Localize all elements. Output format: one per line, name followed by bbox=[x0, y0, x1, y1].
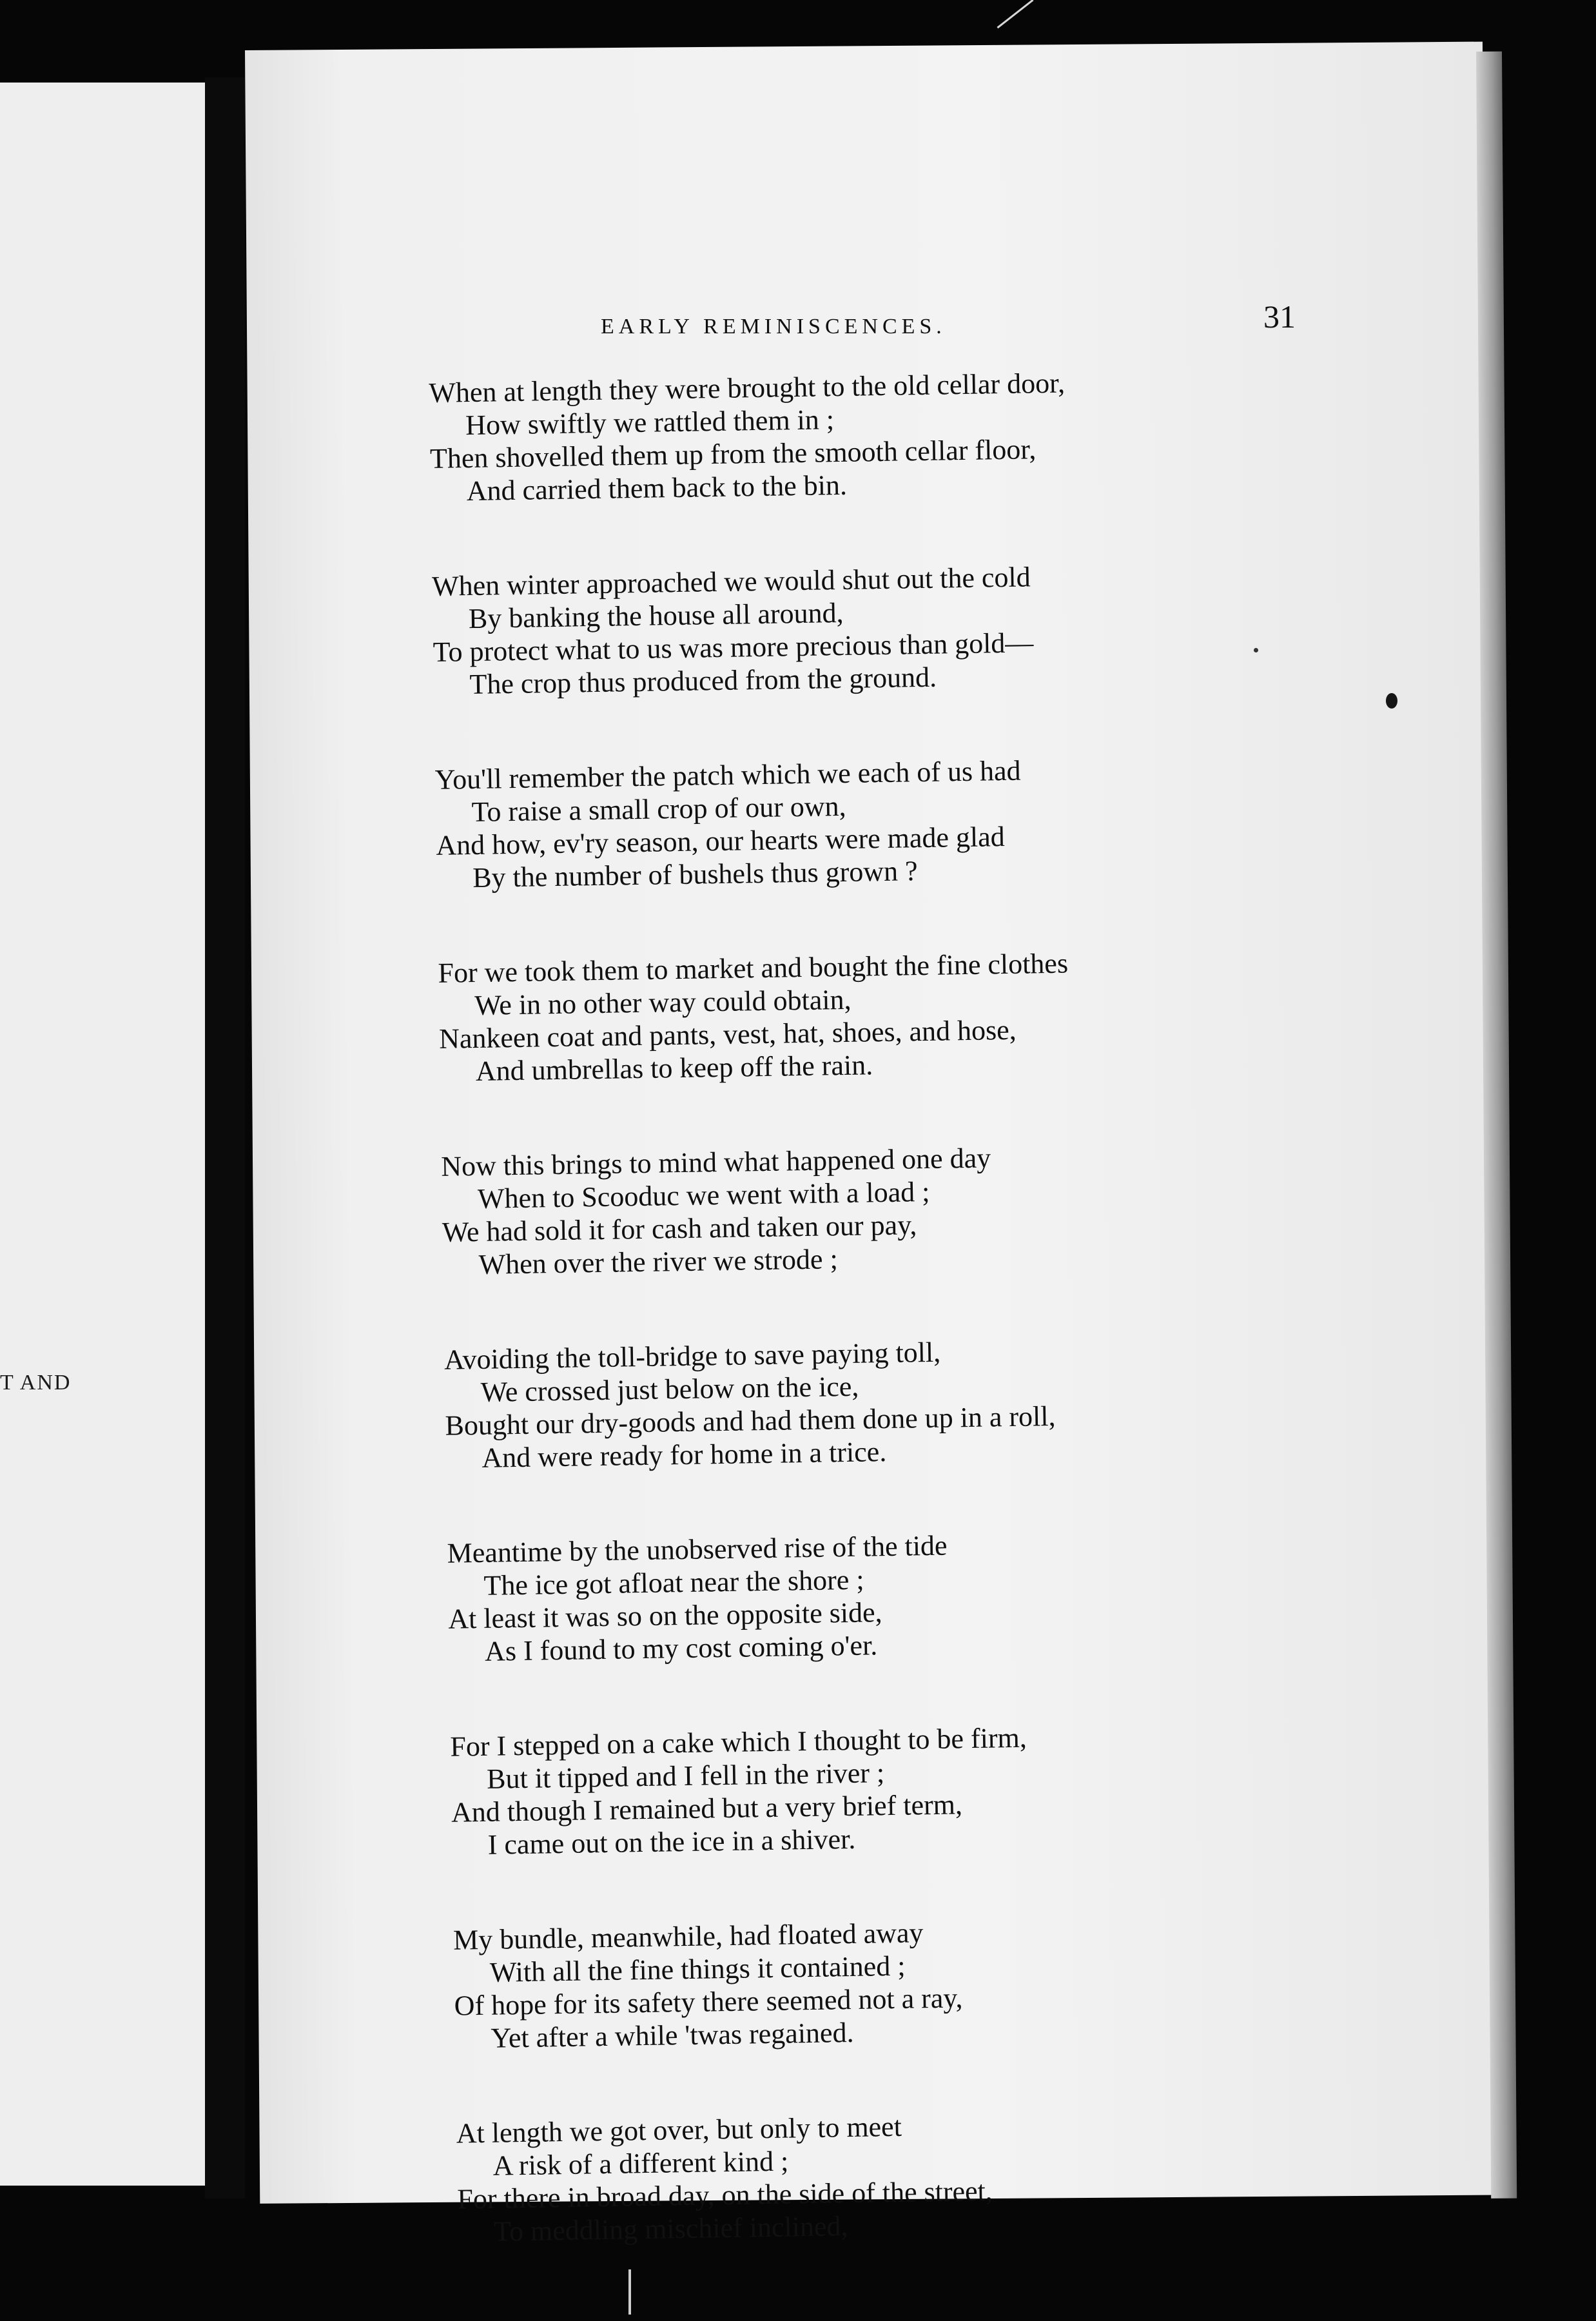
left-page-text-fragment: T AND bbox=[0, 1371, 72, 1395]
stanza bbox=[453, 1908, 1486, 2055]
poem-line: A risk of a different kind ; bbox=[492, 2145, 789, 2182]
poem-line: My bundle, meanwhile, had floated away bbox=[453, 1917, 924, 1956]
poem-line: At least it was so on the opposite side, bbox=[447, 1596, 882, 1635]
stanza bbox=[441, 1134, 1474, 1282]
poem-line: We had sold it for cash and taken our pay, bbox=[442, 1209, 917, 1248]
poem-line: We in no other way could obtain, bbox=[474, 983, 852, 1021]
poem-line: And carried them back to the bin. bbox=[466, 469, 848, 507]
poem-line: And were ready for home in a trice. bbox=[481, 1436, 887, 1474]
poem-line: Then shovelled them up from the smooth cellar floor, bbox=[429, 433, 1036, 475]
poem-line: When over the river we strode ; bbox=[478, 1243, 839, 1280]
stanza bbox=[444, 1327, 1477, 1475]
poem-line: To raise a small crop of our own, bbox=[471, 790, 846, 828]
poem-line: You'll remember the patch which we each of us had bbox=[434, 754, 1021, 796]
poem-line: As I found to my cost coming o'er. bbox=[484, 1629, 878, 1667]
stanza bbox=[434, 747, 1468, 895]
poem-line: When to Scooduc we went with a load ; bbox=[477, 1175, 930, 1215]
poem-line: I came out on the ice in a shiver. bbox=[487, 1823, 856, 1861]
book-gutter bbox=[205, 77, 245, 2199]
stanza bbox=[456, 2101, 1489, 2249]
poem-line: The crop thus produced from the ground. bbox=[469, 661, 937, 701]
poem-line: To protect what to us was more precious than gold— bbox=[433, 627, 1034, 668]
page-number: 31 bbox=[1263, 299, 1296, 335]
scratch-mark bbox=[628, 2269, 631, 2315]
poem-line: At length we got over, but only to meet bbox=[456, 2110, 902, 2150]
poem-line: For I stepped on a cake which I thought to be firm, bbox=[450, 1721, 1027, 1763]
poem-line: By banking the house all around, bbox=[468, 596, 844, 635]
ink-speck bbox=[1386, 693, 1397, 709]
poem-line: Nankeen coat and pants, vest, hat, shoes, and hose, bbox=[438, 1014, 1017, 1055]
poem-line: When winter approached we would shut out the cold bbox=[431, 561, 1031, 602]
poem-line: How swiftly we rattled them in ; bbox=[465, 404, 835, 442]
poem-line: Meantime by the unobserved rise of the tide bbox=[447, 1529, 948, 1569]
poem-line: When at length they were brought to the old cellar door, bbox=[429, 367, 1066, 409]
ink-speck bbox=[1254, 648, 1258, 652]
stanza bbox=[429, 360, 1462, 508]
poem-line: But it tipped and I fell in the river ; bbox=[486, 1757, 885, 1795]
poem-line: For we took them to market and bought the fine clothes bbox=[438, 947, 1069, 989]
poem-line: Now this brings to mind what happened one day bbox=[440, 1142, 991, 1182]
stanza bbox=[450, 1714, 1483, 1862]
poem-body bbox=[429, 360, 1490, 2311]
poem-line: With all the fine things it contained ; bbox=[489, 1950, 906, 1988]
poem-line: Avoiding the toll-bridge to save paying toll, bbox=[443, 1336, 941, 1376]
poem-line: And umbrellas to keep off the rain. bbox=[475, 1049, 873, 1087]
poem-line: For there in broad day, on the side of the street, bbox=[457, 2175, 993, 2215]
poem-line: Bought our dry-goods and had them done up in a roll, bbox=[445, 1400, 1056, 1442]
stanza bbox=[438, 941, 1471, 1088]
stanza bbox=[432, 554, 1465, 701]
poem-line: And how, ev'ry season, our hearts were made glad bbox=[436, 821, 1006, 861]
stanza bbox=[447, 1521, 1480, 1669]
poem-line: And though I remained but a very brief term, bbox=[451, 1788, 963, 1828]
poem-line: Of hope for its safety there seemed not a ray, bbox=[454, 1982, 963, 2022]
poem-line: We crossed just below on the ice, bbox=[480, 1370, 859, 1408]
left-page-margin bbox=[0, 83, 205, 2186]
poem-line: By the number of bushels thus grown ? bbox=[472, 855, 918, 894]
poem-line: Yet after a while 'twas regained. bbox=[491, 2016, 854, 2054]
poem-line: To meddling mischief inclined, bbox=[493, 2210, 848, 2248]
running-head: EARLY REMINISCENCES. bbox=[601, 315, 946, 338]
scratch-mark bbox=[997, 0, 1033, 28]
poem-line: The ice got afloat near the shore ; bbox=[483, 1563, 864, 1601]
